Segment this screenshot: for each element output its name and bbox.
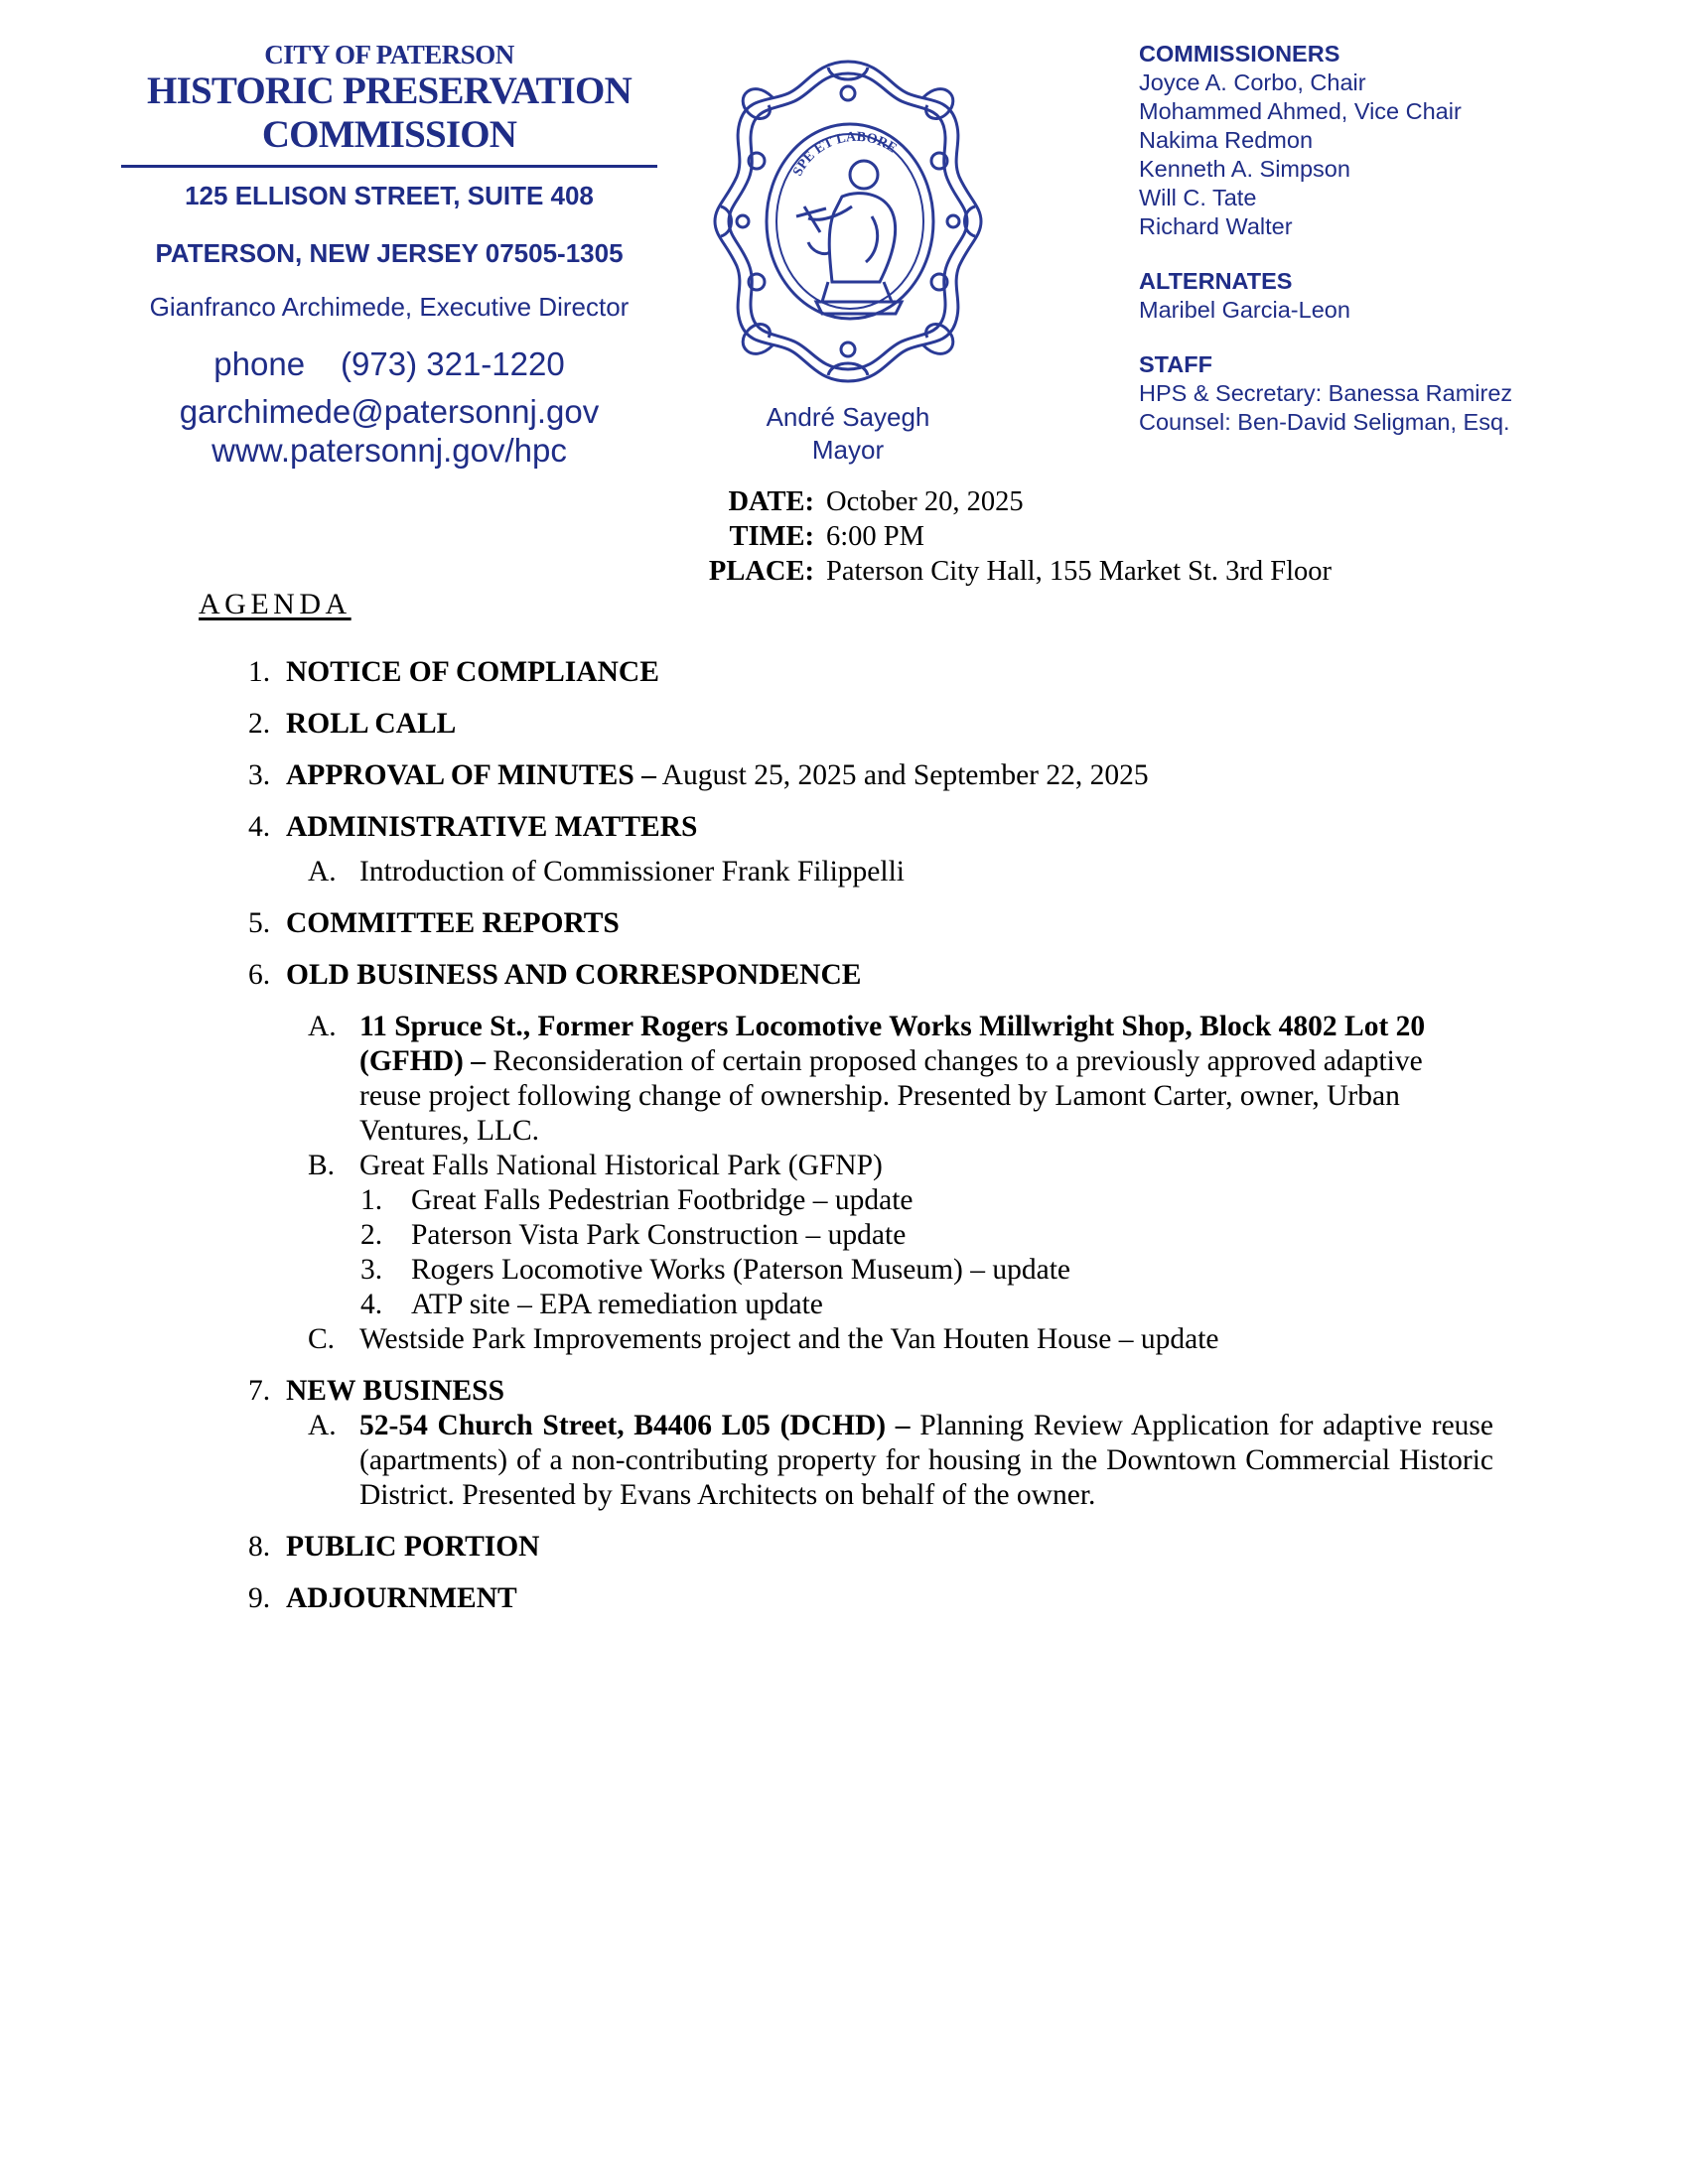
agenda-item: 9. ADJOURNMENT [248, 1582, 517, 1614]
meeting-time: 6:00 PM [826, 521, 924, 552]
letterhead-left [117, 40, 661, 470]
agenda-item-title: NEW BUSINESS [286, 1375, 504, 1407]
agenda-item: 2. ROLL CALL [248, 708, 457, 740]
agenda-subsubitem: 1. Great Falls Pedestrian Footbridge – update [360, 1184, 914, 1216]
website-link[interactable]: www.patersonnj.gov/hpc [211, 432, 567, 469]
agenda-subitem: A. 11 Spruce St., Former Rogers Locomotive Works Millwright Shop, Block 4802 Lot 20 (GFHD) – Reconsideration of certain proposed changes to a previously approved adaptive reuse project following change of ownership. Presented by Lamont Carter, owner, Urban Ventures, LLC. [308, 1011, 1426, 1147]
agenda-list [248, 655, 1499, 1633]
phone-label: phone [213, 345, 306, 382]
commissioner-name: Joyce A. Corbo, Chair [1139, 69, 1366, 95]
meeting-place: Paterson City Hall, 155 Market St. 3rd Floor [826, 556, 1333, 587]
city-seal-icon [713, 58, 983, 385]
agenda-subsubitem: 3. Rogers Locomotive Works (Paterson Museum) – update [360, 1254, 1070, 1286]
agenda-subitem: C. Westside Park Improvements project and the Van Houten House – update [308, 1323, 1219, 1355]
org-name-line2: COMMISSION [261, 113, 517, 156]
executive-director: Gianfranco Archimede, Executive Director [149, 292, 630, 322]
alternate-name: Maribel Garcia-Leon [1139, 297, 1350, 323]
agenda-subitem: A. 52-54 Church Street, B4406 L05 (DCHD) – Planning Review Application for adaptive reuse (apartments) of a non-contributing property for housing in the Downtown Commercial Historic District. Presented by Evans Architects on behalf of the owner. [308, 1410, 1493, 1511]
seal-motto: SPE ET LABORE [790, 129, 900, 179]
agenda-item: 5. COMMITTEE REPORTS [248, 907, 620, 939]
address-street: 125 ELLISON STREET, SUITE 408 [185, 181, 594, 210]
phone-line [117, 344, 661, 384]
city-name: CITY OF PATERSON [264, 40, 514, 69]
agenda-item-title: PUBLIC PORTION [286, 1531, 540, 1563]
org-name-line1: HISTORIC PRESERVATION [147, 69, 632, 112]
date-label: DATE: [728, 486, 814, 517]
address-city: PATERSON, NEW JERSEY 07505-1305 [155, 238, 624, 268]
agenda-item: 4. ADMINISTRATIVE MATTERS [248, 811, 698, 843]
agenda-item-title: ADMINISTRATIVE MATTERS [286, 811, 698, 843]
time-label: TIME: [729, 521, 814, 552]
commissioner-name: Nakima Redmon [1139, 127, 1314, 153]
staff-member: Counsel: Ben-David Seligman, Esq. [1139, 409, 1510, 435]
roster-panel [1139, 40, 1655, 437]
agenda-item: 6. OLD BUSINESS AND CORRESPONDENCE [248, 959, 862, 991]
alternates-heading: ALTERNATES [1139, 268, 1293, 294]
commissioners-heading: COMMISSIONERS [1139, 41, 1340, 67]
mayor-title: Mayor [811, 435, 885, 465]
agenda-item: 7. NEW BUSINESS [248, 1375, 504, 1407]
commissioner-name: Mohammed Ahmed, Vice Chair [1139, 98, 1462, 124]
agenda-item-title: OLD BUSINESS AND CORRESPONDENCE [286, 959, 862, 991]
agenda-subitem: A. Introduction of Commissioner Frank Filippelli [308, 856, 905, 887]
phone-number[interactable]: (973) 321-1220 [341, 345, 565, 382]
staff-heading: STAFF [1139, 351, 1212, 377]
agenda-item-title: ROLL CALL [286, 708, 457, 740]
agenda-item: 1. NOTICE OF COMPLIANCE [248, 656, 659, 688]
agenda-item-title: ADJOURNMENT [286, 1582, 517, 1614]
agenda-item: 8. PUBLIC PORTION [248, 1531, 540, 1563]
header-divider [121, 165, 657, 168]
agenda-item-title: NOTICE OF COMPLIANCE [286, 656, 659, 688]
staff-member: HPS & Secretary: Banessa Ramirez [1139, 380, 1513, 406]
agenda-subsubitem: 4. ATP site – EPA remediation update [360, 1289, 823, 1320]
commissioner-name: Kenneth A. Simpson [1139, 156, 1350, 182]
meeting-date: October 20, 2025 [826, 486, 1024, 517]
meeting-info [675, 484, 1332, 589]
agenda-subsubitem: 2. Paterson Vista Park Construction – update [360, 1219, 907, 1251]
place-label: PLACE: [708, 556, 814, 587]
commissioner-name: Richard Walter [1139, 213, 1293, 239]
agenda-item: 3. APPROVAL OF MINUTES – August 25, 2025 and September 22, 2025 [248, 759, 1149, 791]
email-link[interactable]: garchimede@patersonnj.gov [179, 393, 600, 430]
agenda-title: AGENDA [199, 588, 352, 620]
agenda-item-detail: August 25, 2025 and September 22, 2025 [655, 759, 1149, 791]
agenda-subitem: B. Great Falls National Historical Park (GFNP) [308, 1150, 883, 1181]
commissioner-name: Will C. Tate [1139, 185, 1257, 210]
agenda-item-title: COMMITTEE REPORTS [286, 907, 620, 939]
agenda-item-title: APPROVAL OF MINUTES – [286, 759, 656, 791]
mayor-name: André Sayegh [766, 402, 930, 432]
mayor-block [699, 401, 997, 467]
